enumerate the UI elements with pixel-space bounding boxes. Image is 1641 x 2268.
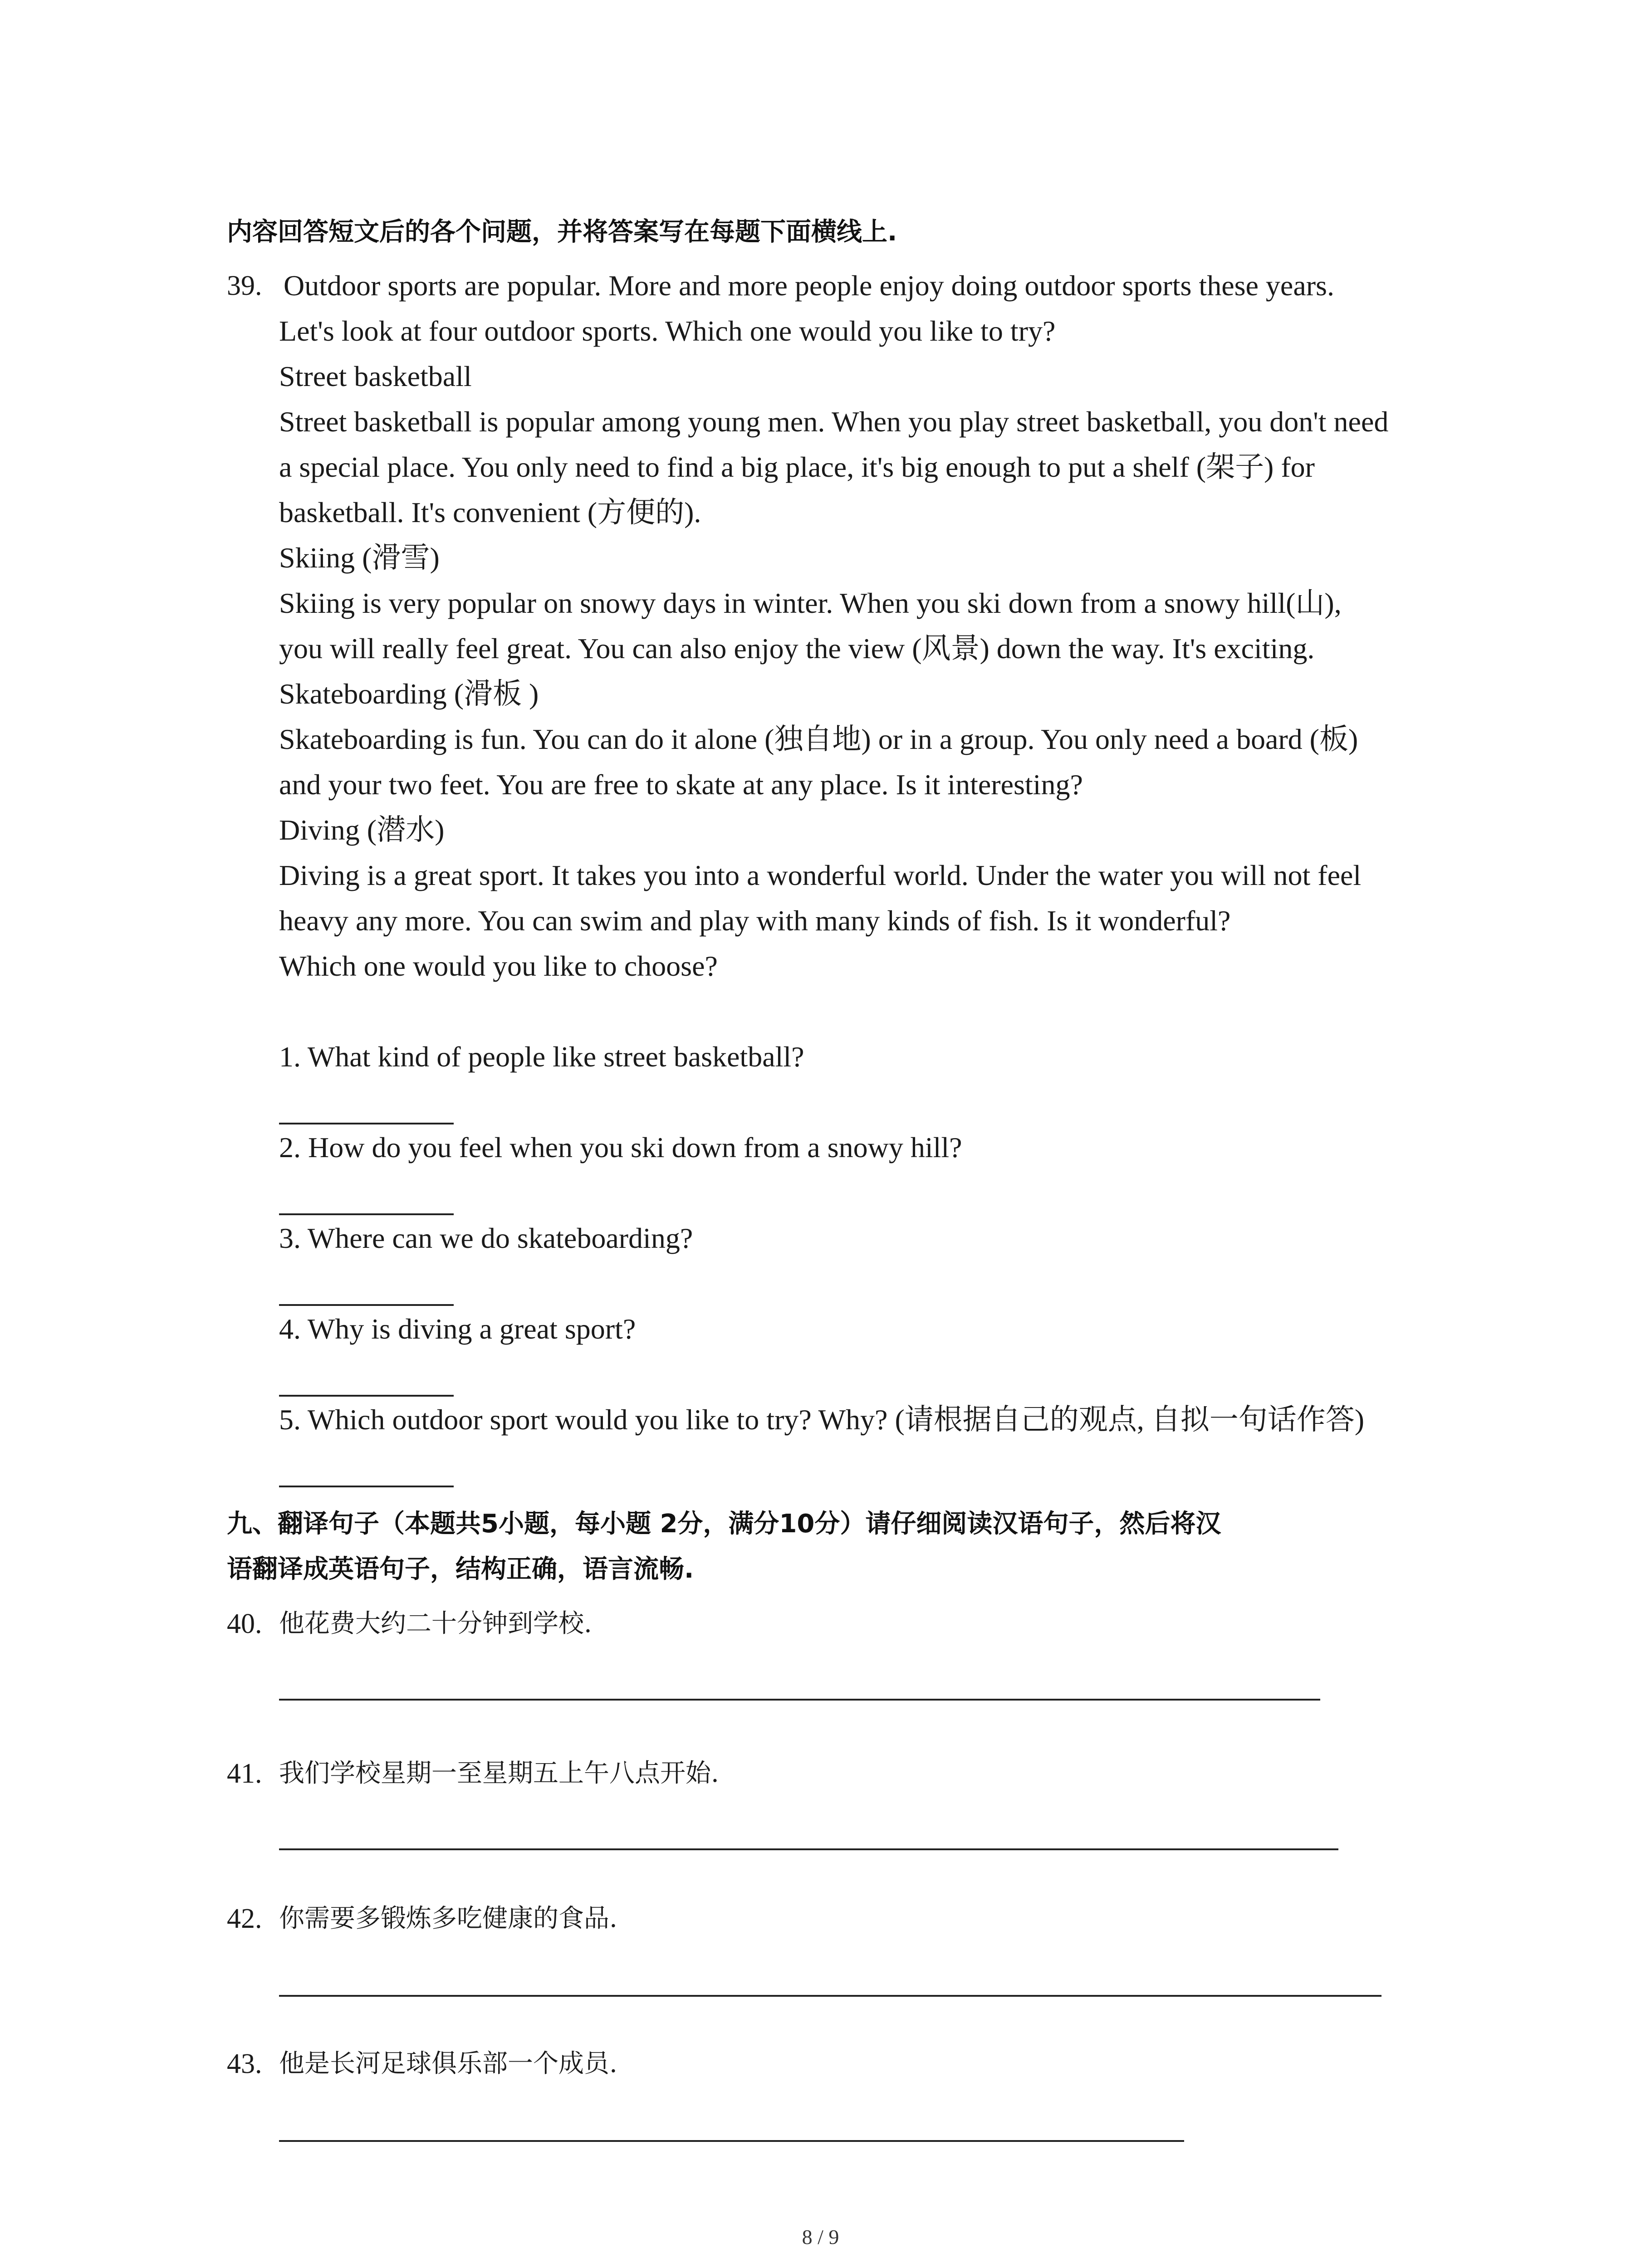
answer-blank-3[interactable] — [279, 1304, 454, 1306]
passage-subtitle: Street basketball — [279, 360, 472, 392]
passage-line: Street basketball is popular among young men. When you play street basketball, you don't need — [279, 406, 1389, 438]
comprehension-question-4: 4. Why is diving a great sport? — [279, 1313, 636, 1345]
answer-blank-2[interactable] — [279, 1213, 454, 1215]
section-9-heading-line1: 九、翻译句子（本题共5小题，每小题 2分，满分10分）请仔细阅读汉语句子，然后将汉 — [227, 1509, 1221, 1539]
passage-line: Skateboarding is fun. You can do it alone (独自地) or in a group. You only need a board (板) — [279, 723, 1358, 755]
comprehension-question-5: 5. Which outdoor sport would you like to try? Why? (请根据自己的观点, 自拟一句话作答) — [279, 1403, 1365, 1436]
passage-line: Which one would you like to choose? — [279, 950, 718, 982]
translation-prompt-40: 他花费大约二十分钟到学校. — [279, 1609, 592, 1638]
question-number-41: 41. — [227, 1758, 262, 1789]
answer-line-41[interactable] — [279, 1848, 1338, 1850]
passage-subtitle: Skateboarding (滑板 ) — [279, 678, 539, 710]
passage-line: Diving is a great sport. It takes you into a wonderful world. Under the water you will not feel — [279, 859, 1362, 891]
answer-blank-5[interactable] — [279, 1486, 454, 1487]
translation-prompt-43: 他是长河足球俱乐部一个成员. — [279, 2049, 617, 2078]
page-indicator: 8 / 9 — [802, 2225, 839, 2248]
answer-line-43[interactable] — [279, 2140, 1184, 2142]
comprehension-question-1: 1. What kind of people like street basketball? — [279, 1041, 804, 1073]
passage-line: basketball. It's convenient (方便的). — [279, 496, 701, 528]
comprehension-question-3: 3. Where can we do skateboarding? — [279, 1222, 693, 1254]
answer-blank-4[interactable] — [279, 1395, 454, 1397]
question-number-43: 43. — [227, 2048, 262, 2079]
passage-line: a special place. You only need to find a big place, it's big enough to put a shelf (架子) for — [279, 451, 1315, 483]
translation-prompt-42: 你需要多锻炼多吃健康的食品. — [279, 1904, 617, 1933]
passage-line: and your two feet. You are free to skate at any place. Is it interesting? — [279, 768, 1083, 801]
passage-subtitle: Skiing (滑雪) — [279, 542, 440, 574]
section-9-heading-line2: 语翻译成英语句子，结构正确，语言流畅. — [227, 1554, 694, 1584]
question-number-42: 42. — [227, 1903, 262, 1934]
question-number-39: 39. — [227, 270, 262, 301]
answer-line-42[interactable] — [279, 1995, 1381, 1997]
answer-blank-1[interactable] — [279, 1123, 454, 1124]
passage-line: Skiing is very popular on snowy days in winter. When you ski down from a snowy hill(山), — [279, 587, 1342, 619]
answer-line-40[interactable] — [279, 1699, 1320, 1701]
translation-prompt-41: 我们学校星期一至星期五上午八点开始. — [279, 1759, 719, 1788]
passage-line: Let's look at four outdoor sports. Which one would you like to try? — [279, 315, 1056, 347]
comprehension-question-2: 2. How do you feel when you ski down from a snowy hill? — [279, 1131, 962, 1163]
passage-line: heavy any more. You can swim and play with many kinds of fish. Is it wonderful? — [279, 904, 1231, 937]
passage-line: you will really feel great. You can also enjoy the view (风景) down the way. It's exciting. — [279, 632, 1315, 665]
question-number-40: 40. — [227, 1608, 262, 1639]
section-instruction: 内容回答短文后的各个问题，并将答案写在每题下面横线上. — [227, 217, 897, 247]
passage-line: Outdoor sports are popular. More and more people enjoy doing outdoor sports these years. — [284, 269, 1334, 302]
passage-subtitle: Diving (潜水) — [279, 814, 445, 846]
